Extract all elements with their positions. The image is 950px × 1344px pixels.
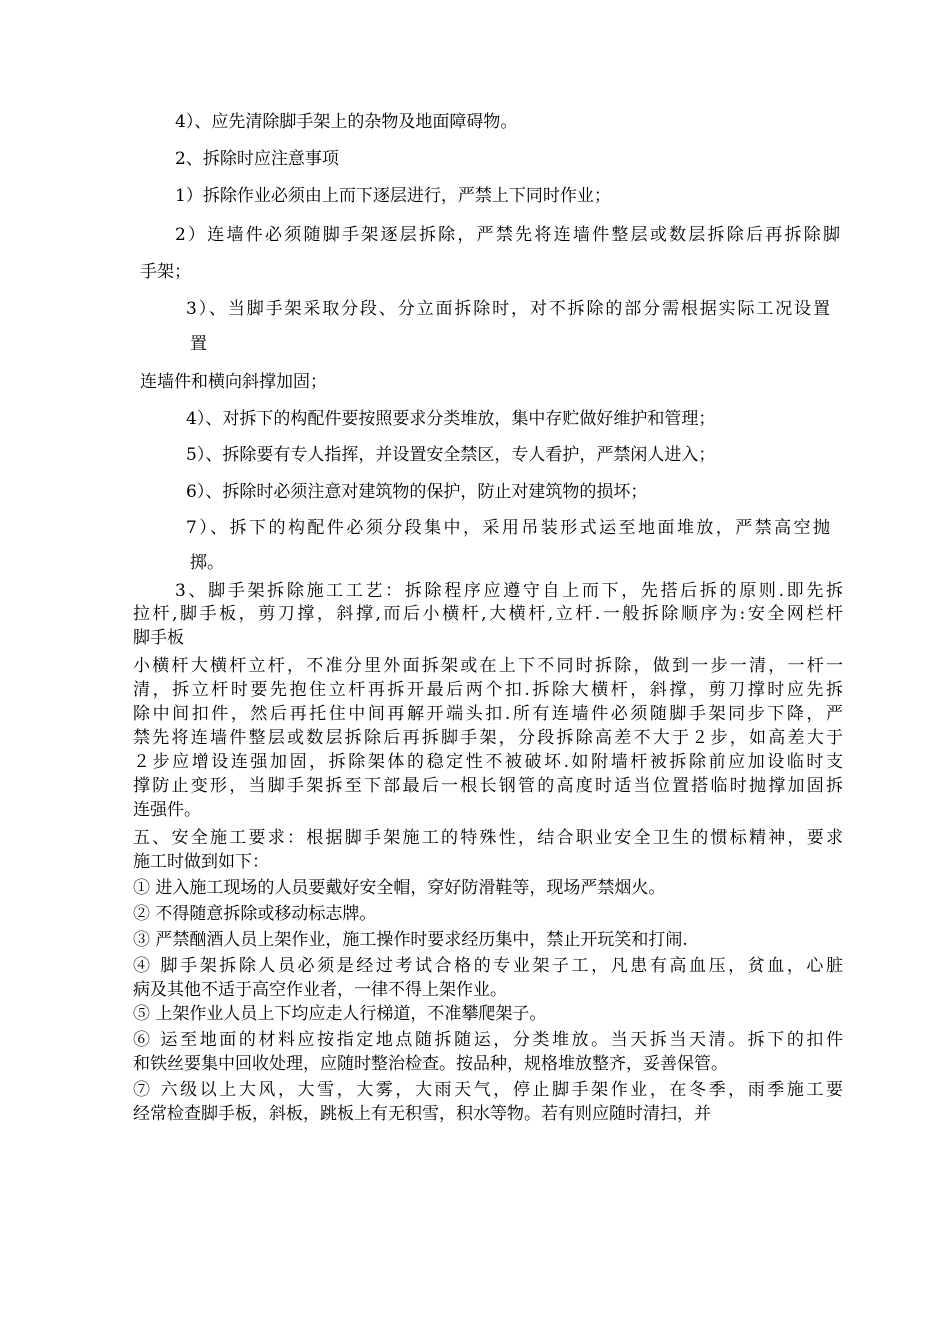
list-item-5-supervision: 5）、拆除要有专人指挥，并设置安全禁区，专人看护，严禁闲人进入； (186, 445, 716, 465)
paragraph-process-line: 拉杆,脚手板，剪刀撑，斜撑,而后小横杆,大横杆,立杆.一般拆除顺序为:安全网栏杆 (133, 604, 843, 624)
list-item-3-continuation: 连墙件和横向斜撑加固； (140, 372, 327, 392)
paragraph-process-line: 禁先将连墙件整层或数层拆除后再拆脚手架，分段拆除高差不大于２步，如高差大于 (133, 728, 843, 748)
list-item-3-segmented: 3）、当脚手架采取分段、分立面拆除时，对不拆除的部分需根据实际工况设置 (186, 299, 830, 319)
paragraph-process-line: 撑防止变形，当脚手架拆至下部最后一根长钢管的高度时适当位置搭临时抛撑加固拆 (133, 776, 843, 796)
paragraph-process-line: 连强件。 (133, 800, 201, 820)
list-item-3-wrap: 置 (190, 334, 207, 354)
list-item-4-storage: 4）、对拆下的构配件要按照要求分类堆放，集中存贮做好维护和管理； (186, 409, 716, 429)
safety-item-4-cont: 病及其他不适于高空作业者，一律不得上架作业。 (133, 980, 507, 1000)
list-item-2-continuation: 手架； (140, 262, 191, 282)
list-item-4-clear-debris: 4）、应先清除脚手架上的杂物及地面障碍物。 (175, 112, 518, 132)
safety-item-5: ⑤ 上架作业人员上下均应走人行梯道，不准攀爬架子。 (133, 1004, 547, 1024)
list-item-1-top-down: 1）拆除作业必须由上而下逐层进行，严禁上下同时作业； (175, 186, 611, 206)
safety-item-7-cont: 经常检查脚手板，斜板，跳板上有无积雪，积水等物。若有则应随时清扫，并 (133, 1104, 711, 1124)
list-item-2-wall-ties: 2）连墙件必须随脚手架逐层拆除，严禁先将连墙件整层或数层拆除后再拆除脚 (175, 225, 840, 245)
list-item-7-hoisting: 7）、拆下的构配件必须分段集中，采用吊装形式运至地面堆放，严禁高空抛 (186, 518, 830, 538)
safety-item-4: ④ 脚手架拆除人员必须是经过考试合格的专业架子工，凡患有高血压，贫血，心脏 (133, 956, 843, 976)
safety-section-heading-cont: 施工时做到如下： (133, 852, 269, 872)
safety-item-2: ② 不得随意拆除或移动标志牌。 (133, 904, 377, 924)
safety-item-6-cont: 和铁丝要集中回收处理，应随时整治检查。按品种，规格堆放整齐，妥善保管。 (133, 1054, 728, 1074)
paragraph-process-line: 清，拆立杆时要先抱住立杆再拆开最后两个扣.拆除大横杆，斜撑，剪刀撑时应先拆 (133, 680, 843, 700)
list-item-7-continuation: 掷。 (190, 553, 224, 573)
paragraph-process-line: 3、脚手架拆除施工工艺：拆除程序应遵守自上而下，先搭后拆的原则.即先拆 (175, 581, 843, 601)
safety-item-3: ③ 严禁酗酒人员上架作业，施工操作时要求经历集中，禁止开玩笑和打闹. (133, 930, 688, 950)
safety-item-6: ⑥ 运至地面的材料应按指定地点随拆随运，分类堆放。当天拆当天清。拆下的扣件 (133, 1030, 843, 1050)
safety-item-7: ⑦ 六级以上大风，大雪，大雾，大雨天气，停止脚手架作业，在冬季，雨季施工要 (133, 1080, 843, 1100)
paragraph-process-line: 脚手板 (133, 628, 184, 648)
list-item-6-protection: 6）、拆除时必须注意对建筑物的保护，防止对建筑物的损坏； (186, 482, 648, 502)
section-heading-precautions: 2、拆除时应注意事项 (175, 149, 339, 169)
safety-section-heading: 五、安全施工要求：根据脚手架施工的特殊性，结合职业安全卫生的惯标精神，要求 (133, 828, 843, 848)
paragraph-process-line: ２步应增设连强加固，拆除架体的稳定性不被破坏.如附墙杆被拆除前应加设临时支 (133, 752, 843, 772)
paragraph-process-line: 除中间扣件，然后再托住中间再解开端头扣.所有连墙件必须随脚手架同步下降，严 (133, 704, 843, 724)
safety-item-1: ① 进入施工现场的人员要戴好安全帽，穿好防滑鞋等，现场严禁烟火。 (133, 878, 666, 898)
paragraph-process-line: 小横杆大横杆立杆，不准分里外面拆架或在上下不同时拆除，做到一步一清，一杆一 (133, 656, 843, 676)
